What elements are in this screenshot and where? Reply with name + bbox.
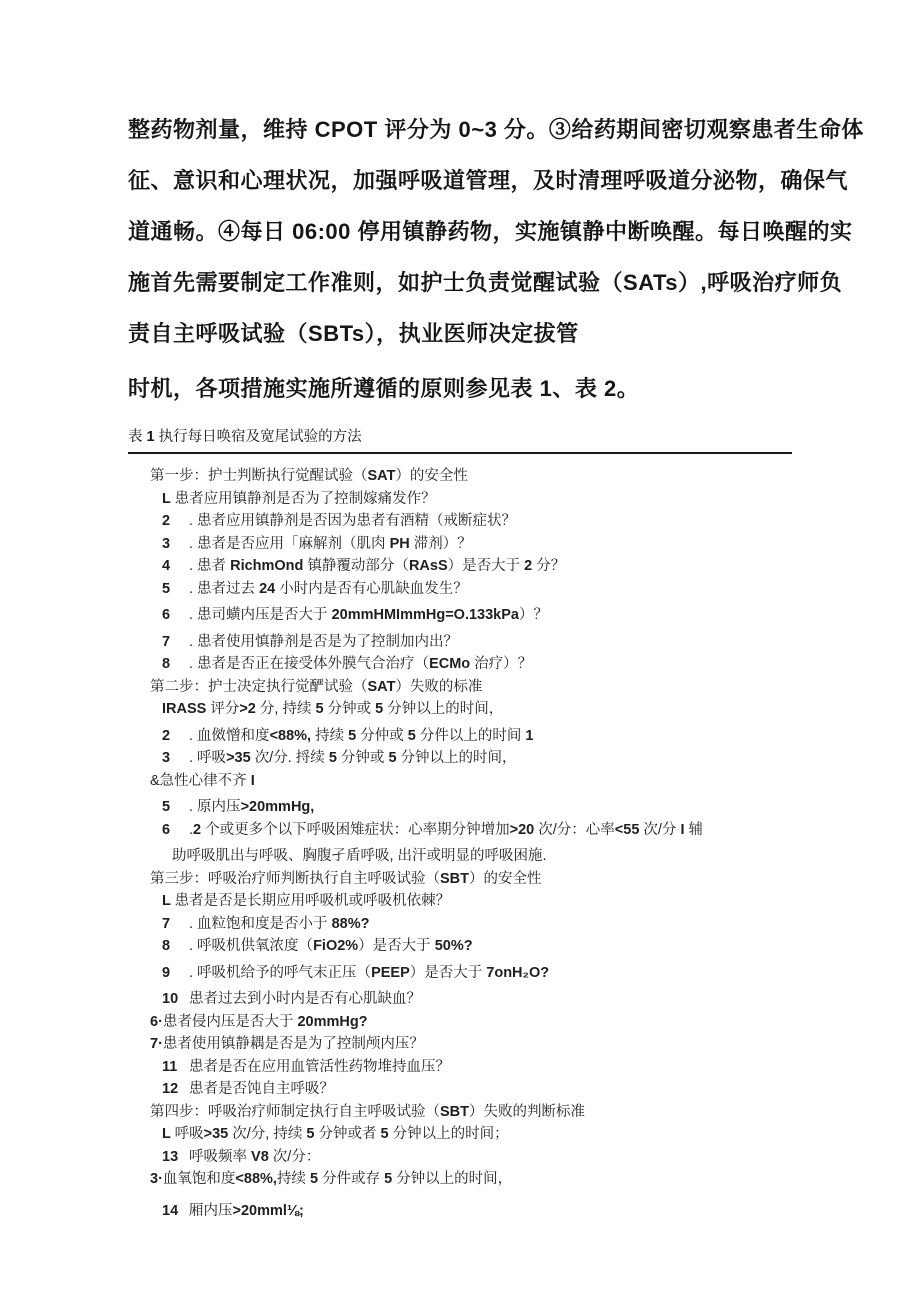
row-text: 呼吸频率 V8 次/分： bbox=[189, 1148, 321, 1165]
paragraph-line: 征、意识和心理状况，加强呼吸道管理，及时清理呼吸道分泌物，确保气 bbox=[128, 168, 849, 193]
row-number: 7 bbox=[162, 633, 171, 650]
table-row bbox=[128, 1011, 792, 1034]
row-text: .2 个或更多个以下呼吸困雉症状：心率期分钟增加>20 次/分：心率<55 次/分 I 辅 bbox=[189, 821, 704, 838]
table-row bbox=[128, 1123, 792, 1146]
table-row bbox=[128, 1200, 792, 1223]
table-row bbox=[128, 578, 792, 601]
row-text: . 患司蟥内压是否大于 20mmHMImmHg=O.133kPa）？ bbox=[189, 607, 548, 623]
row-text: . 患者是否应用「麻解剂（肌肉 PH 滞剂）？ bbox=[189, 535, 472, 552]
row-number: 2 bbox=[162, 513, 171, 529]
row-number: 6 bbox=[162, 607, 171, 623]
row-number: 12 bbox=[162, 1081, 179, 1097]
row-number: 5 bbox=[162, 799, 171, 815]
paragraph bbox=[128, 363, 820, 414]
row-number: 8 bbox=[162, 656, 171, 672]
row-text: 厢内压>20mml⅛; bbox=[189, 1202, 304, 1219]
body-paragraphs bbox=[0, 0, 920, 414]
table-row bbox=[128, 796, 792, 819]
table-rows bbox=[128, 465, 792, 1222]
table-row bbox=[128, 819, 792, 842]
table-row bbox=[128, 725, 792, 748]
table-row bbox=[128, 510, 792, 533]
row-number: 10 bbox=[162, 991, 179, 1007]
table-row bbox=[128, 1056, 792, 1079]
table-row bbox=[128, 890, 792, 913]
row-number: 7 bbox=[162, 915, 171, 932]
row-number: 3 bbox=[162, 750, 171, 766]
table-row bbox=[128, 653, 792, 676]
paragraph-line: 施首先需要制定工作准则，如护士负责觉醒试验（SATs）,呼吸治疗师负 bbox=[128, 270, 843, 295]
table-row bbox=[128, 1078, 792, 1101]
table-row bbox=[128, 533, 792, 556]
row-number: 8 bbox=[162, 938, 171, 954]
table-row bbox=[128, 988, 792, 1011]
table-row bbox=[128, 604, 792, 627]
row-number: 2 bbox=[162, 727, 171, 744]
table-row bbox=[128, 465, 792, 488]
row-text: . 患者使用慎静剂是否是为了控制加内出？ bbox=[189, 633, 459, 650]
row-number: 14 bbox=[162, 1202, 179, 1219]
paragraph bbox=[128, 104, 864, 359]
row-text: &急性心律不齐 I bbox=[150, 772, 255, 789]
row-text: L 患者是否是长期应用呼吸机或呼吸机依棘？ bbox=[162, 893, 451, 909]
table-title: 表 1 执行每日唤宿及宽尾试验的方法 bbox=[128, 429, 362, 445]
row-number: 4 bbox=[162, 558, 171, 574]
row-text: . 血傚憎和度<88%, 持续 5 分仲或 5 分件以上的时间 1 bbox=[189, 727, 534, 744]
table-row bbox=[128, 698, 792, 721]
row-text: . 呼吸>35 次/分. 捋续 5 分钟或 5 分钟以上的时间， bbox=[189, 750, 517, 766]
row-number: 3 bbox=[162, 535, 171, 552]
paragraph-line: 责自主呼吸试验（SBTs），执业医师决定拔管 bbox=[128, 321, 579, 346]
row-text: . 患者 RichmOnd 镇静覆动部分（RAsS）是否大于 2 分？ bbox=[189, 558, 566, 574]
table-row bbox=[128, 868, 792, 891]
table-row bbox=[128, 1168, 792, 1191]
row-text: 第一步：护士判断执行觉醒试验（SAT）的安全性 bbox=[150, 468, 468, 484]
table-1 bbox=[128, 428, 792, 1222]
table-row bbox=[128, 935, 792, 958]
row-text: 患者是否在应用血管活性药物堆持血压？ bbox=[189, 1058, 450, 1075]
row-text: . 患者是否正在接受体外膜气合治疗（ECMo 治疗）？ bbox=[189, 656, 533, 672]
row-text: 3·血氧饱和度<88%,持续 5 分件或存 5 分钟以上的时间， bbox=[150, 1171, 513, 1187]
row-text: . 呼吸机供氧浓度（FiO2%）是否大于 50%? bbox=[189, 938, 473, 954]
table-rule bbox=[128, 452, 792, 454]
row-text: L 呼吸>35 次/分, 持续 5 分钟或者 5 分钟以上的时间； bbox=[162, 1126, 509, 1142]
table-row bbox=[128, 770, 792, 793]
row-text: 患者过去到小时内是否有心肌缺血？ bbox=[189, 991, 421, 1007]
row-text: . 患者过去 24 小时内是否有心肌缺血发生？ bbox=[189, 580, 468, 597]
paragraph-line: 整药物剂量，维持 CPOT 评分为 0~3 分。③给药期间密切观察患者生命体 bbox=[128, 117, 864, 142]
row-text: . 原内压>20mmHg, bbox=[189, 799, 315, 815]
row-number: 13 bbox=[162, 1148, 179, 1165]
table-row bbox=[128, 845, 792, 868]
row-text: 7·患者使用镇静耦是否是为了控制颅内压？ bbox=[150, 1036, 424, 1052]
row-text: 患者是否饨自主呼吸？ bbox=[189, 1081, 334, 1097]
table-row bbox=[128, 747, 792, 770]
paragraph-line: 时机，各项措施实施所遵循的原则参见表 1、表 2。 bbox=[128, 376, 640, 401]
row-text: 6·患者侵内压是否大于 20mmHg? bbox=[150, 1013, 368, 1030]
row-number: 9 bbox=[162, 964, 171, 981]
row-text: IRASS 评分>2 分, 持续 5 分钟或 5 分钟以上的时间， bbox=[162, 701, 504, 717]
table-row bbox=[128, 676, 792, 699]
row-text: . 血粒饱和度是否小于 88%? bbox=[189, 915, 370, 932]
row-text: . 患者应用镇静剂是否因为患者有酒精（戒断症状？ bbox=[189, 513, 517, 529]
paragraph-line: 道通畅。④每日 06:00 停用镇静药物，实施镇静中断唤醒。每日唤醒的实 bbox=[128, 219, 853, 244]
table-row bbox=[128, 913, 792, 936]
row-text: . 呼吸机给予的呼气末正压（PEEP）是否大于 7onH₂O? bbox=[189, 964, 550, 981]
table-row bbox=[128, 631, 792, 654]
row-text: 助呼吸肌出与呼吸、胸腹孑盾呼吸, 出汗或明显的呼吸困施. bbox=[172, 848, 547, 864]
table-row bbox=[128, 488, 792, 511]
row-text: 第三步：呼吸治疗师判断执行自主呼吸试验（SBT）的安全性 bbox=[150, 870, 542, 887]
row-text: L 患者应用镇静剂是否为了控制嫁痛发作？ bbox=[162, 490, 436, 507]
row-number: 6 bbox=[162, 821, 171, 838]
table-row bbox=[128, 1101, 792, 1124]
row-number: 5 bbox=[162, 580, 171, 597]
row-number: 11 bbox=[162, 1058, 178, 1075]
table-row bbox=[128, 962, 792, 985]
table-row bbox=[128, 1146, 792, 1169]
table-row bbox=[128, 1033, 792, 1056]
table-row bbox=[128, 555, 792, 578]
row-text: 第二步：护士决定执行觉酽试验（SAT）失败的标准 bbox=[150, 678, 483, 695]
row-text: 第四步：呼吸治疗师制定执行自主呼吸试验（SBT）失败的判断标准 bbox=[150, 1103, 585, 1120]
